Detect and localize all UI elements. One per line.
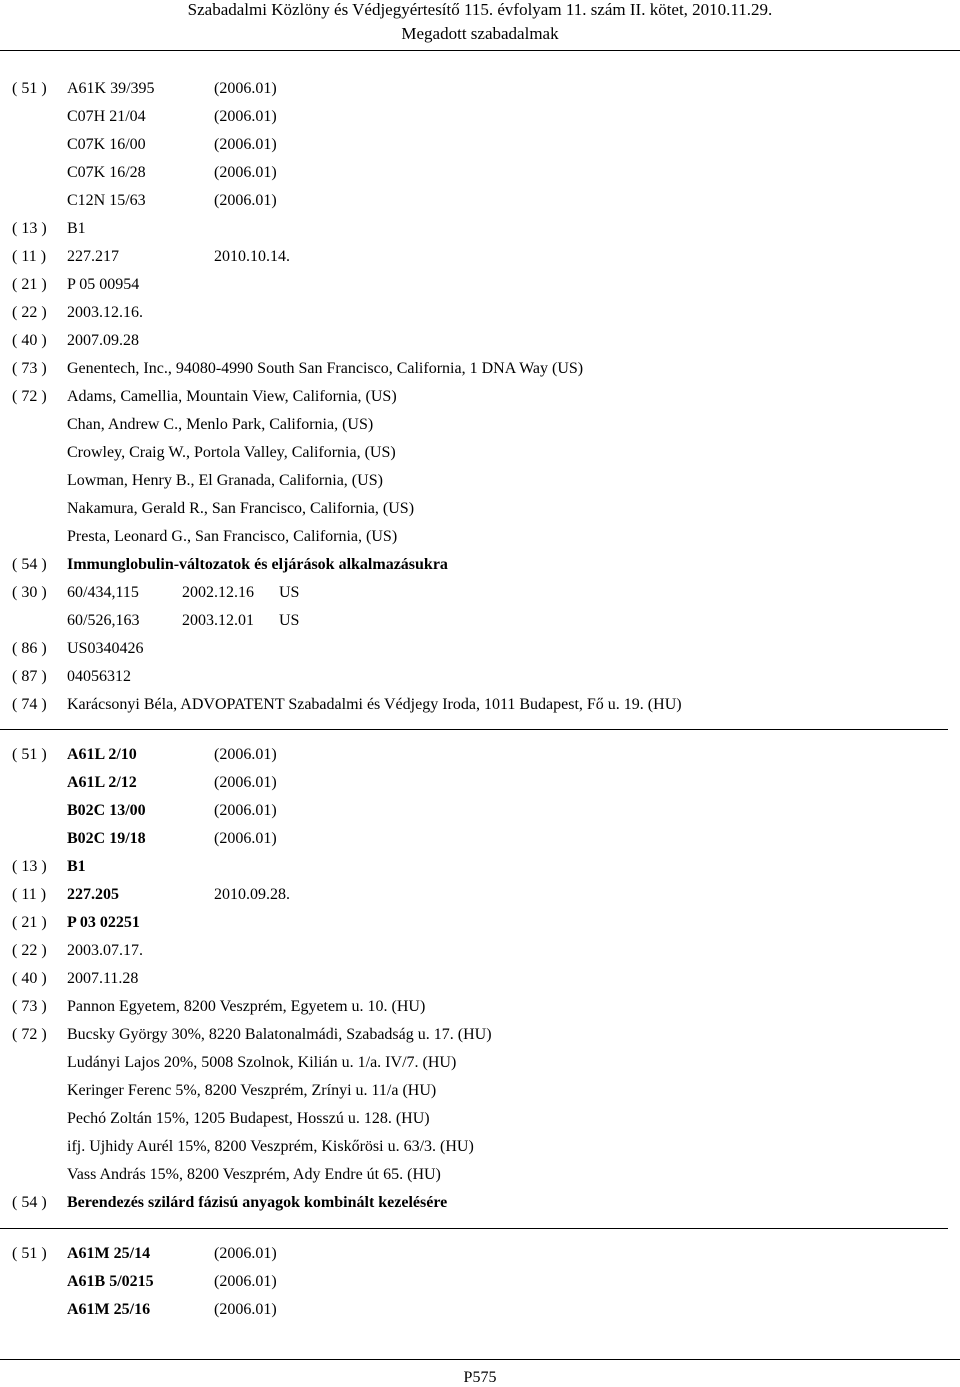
ipc-class: C07K 16/28 [67, 164, 146, 181]
grant-date: 2010.09.28. [214, 886, 290, 903]
publication-date: 2007.11.28 [67, 970, 139, 987]
kind-code: B1 [67, 220, 86, 237]
priority-country: US [279, 612, 300, 629]
pct-publication: 04056312 [67, 668, 131, 685]
inventor-row [0, 388, 960, 416]
pct-application: US0340426 [67, 640, 144, 657]
priority-row [0, 612, 960, 640]
ipc-version: (2006.01) [214, 1273, 277, 1290]
owner: Genentech, Inc., 94080-4990 South San Francisco, California, 1 DNA Way (US) [67, 360, 584, 377]
priority-country: US [279, 584, 300, 601]
ipc-row [0, 830, 960, 858]
ipc-row [0, 80, 960, 108]
inid-code: ( 87 ) [12, 668, 47, 685]
inid-code: ( 22 ) [12, 304, 47, 321]
ipc-class: A61L 2/10 [67, 746, 137, 763]
publication-date: 2007.09.28 [67, 332, 139, 349]
inid-code: ( 74 ) [12, 696, 47, 713]
ipc-class: C07H 21/04 [67, 108, 146, 125]
ipc-class: B02C 19/18 [67, 830, 146, 847]
kind-code: B1 [67, 858, 86, 875]
ipc-version: (2006.01) [214, 830, 277, 847]
patent-entry-1 [0, 80, 960, 724]
ipc-class: C07K 16/00 [67, 136, 146, 153]
inventor-row [0, 1138, 960, 1166]
application-row [0, 276, 960, 304]
ipc-class: B02C 13/00 [67, 802, 146, 819]
ipc-version: (2006.01) [214, 1301, 277, 1318]
ipc-row [0, 1273, 960, 1301]
kind-row [0, 220, 960, 248]
inid-code: ( 11 ) [12, 886, 47, 903]
ipc-row [0, 1245, 960, 1273]
priority-row [0, 584, 960, 612]
ipc-row [0, 108, 960, 136]
inid-code: ( 40 ) [12, 970, 47, 987]
inid-code: ( 51 ) [12, 80, 47, 97]
inventor: Adams, Camellia, Mountain View, California, (US) [67, 388, 397, 405]
inid-code: ( 73 ) [12, 360, 47, 377]
patent-number-row [0, 248, 960, 276]
ipc-version: (2006.01) [214, 746, 277, 763]
pct-publication-row [0, 668, 960, 696]
ipc-version: (2006.01) [214, 1245, 277, 1262]
ipc-class: A61L 2/12 [67, 774, 137, 791]
patent-entry-2 [0, 746, 960, 1222]
inventor: Pechó Zoltán 15%, 1205 Budapest, Hosszú u. 128. (HU) [67, 1110, 430, 1127]
kind-row [0, 858, 960, 886]
inventor-row [0, 500, 960, 528]
inventor: Bucsky György 30%, 8220 Balatonalmádi, Szabadság u. 17. (HU) [67, 1026, 492, 1043]
inventor: ifj. Ujhidy Aurél 15%, 8200 Veszprém, Kiskőrösi u. 63/3. (HU) [67, 1138, 474, 1155]
patent-entry-3 [0, 1245, 960, 1329]
inid-code: ( 13 ) [12, 220, 47, 237]
application-number: P 03 02251 [67, 914, 140, 931]
title-row [0, 1194, 960, 1222]
patent-number-row [0, 886, 960, 914]
ipc-class: A61K 39/395 [67, 80, 155, 97]
inventor-row [0, 528, 960, 556]
patent-number: 227.205 [67, 886, 119, 903]
pct-application-row [0, 640, 960, 668]
inventor: Chan, Andrew C., Menlo Park, California, (US) [67, 416, 374, 433]
inid-code: ( 86 ) [12, 640, 47, 657]
owner: Pannon Egyetem, 8200 Veszprém, Egyetem u. 10. (HU) [67, 998, 426, 1015]
priority-date: 2002.12.16 [182, 584, 254, 601]
ipc-version: (2006.01) [214, 108, 277, 125]
entry-divider [0, 729, 948, 730]
ipc-version: (2006.01) [214, 164, 277, 181]
header-rule [0, 50, 960, 51]
ipc-version: (2006.01) [214, 192, 277, 209]
ipc-class: A61M 25/14 [67, 1245, 151, 1262]
publication-row [0, 332, 960, 360]
ipc-version: (2006.01) [214, 136, 277, 153]
priority-date: 2003.12.01 [182, 612, 254, 629]
priority-number: 60/434,115 [67, 584, 139, 601]
owner-row [0, 360, 960, 388]
priority-number: 60/526,163 [67, 612, 140, 629]
ipc-row [0, 774, 960, 802]
inventor: Lowman, Henry B., El Granada, California, (US) [67, 472, 383, 489]
section-title: Megadott szabadalmak [401, 24, 559, 43]
inventor: Vass András 15%, 8200 Veszprém, Ady Endre út 65. (HU) [67, 1166, 441, 1183]
ipc-row [0, 136, 960, 164]
inventor-row [0, 1110, 960, 1138]
inventor: Presta, Leonard G., San Francisco, California, (US) [67, 528, 398, 545]
inventor-row [0, 416, 960, 444]
inventor: Nakamura, Gerald R., San Francisco, California, (US) [67, 500, 415, 517]
inid-code: ( 51 ) [12, 1245, 47, 1262]
application-row [0, 914, 960, 942]
ipc-version: (2006.01) [214, 774, 277, 791]
inid-code: ( 22 ) [12, 942, 47, 959]
inid-code: ( 73 ) [12, 998, 47, 1015]
patent-title: Immunglobulin-változatok és eljárások alkalmazásukra [67, 556, 448, 573]
inventor-row [0, 444, 960, 472]
inid-code: ( 21 ) [12, 276, 47, 293]
title-row [0, 556, 960, 584]
grant-date: 2010.10.14. [214, 248, 290, 265]
filing-row [0, 942, 960, 970]
application-number: P 05 00954 [67, 276, 140, 293]
inid-code: ( 30 ) [12, 584, 47, 601]
inventor: Keringer Ferenc 5%, 8200 Veszprém, Zrínyi u. 11/a (HU) [67, 1082, 437, 1099]
patent-number: 227.217 [67, 248, 119, 265]
inventor: Ludányi Lajos 20%, 5008 Szolnok, Kilián u. 1/a. IV/7. (HU) [67, 1054, 457, 1071]
agent: Karácsonyi Béla, ADVOPATENT Szabadalmi és Védjegy Iroda, 1011 Budapest, Fő u. 19. (HU) [67, 696, 682, 713]
patent-title: Berendezés szilárd fázisú anyagok kombinált kezelésére [67, 1194, 448, 1211]
inid-code: ( 72 ) [12, 388, 47, 405]
filing-date: 2003.07.17. [67, 942, 143, 959]
filing-date: 2003.12.16. [67, 304, 143, 321]
ipc-row [0, 1301, 960, 1329]
inid-code: ( 13 ) [12, 858, 47, 875]
ipc-row [0, 192, 960, 220]
ipc-version: (2006.01) [214, 802, 277, 819]
ipc-version: (2006.01) [214, 80, 277, 97]
ipc-class: A61B 5/0215 [67, 1273, 154, 1290]
inid-code: ( 51 ) [12, 746, 47, 763]
inid-code: ( 54 ) [12, 1194, 47, 1211]
inventor-row [0, 472, 960, 500]
inid-code: ( 21 ) [12, 914, 47, 931]
inid-code: ( 11 ) [12, 248, 47, 265]
ipc-row [0, 802, 960, 830]
ipc-row [0, 746, 960, 774]
inid-code: ( 40 ) [12, 332, 47, 349]
inid-code: ( 72 ) [12, 1026, 47, 1043]
journal-header: Szabadalmi Közlöny és Védjegyértesítő 115. évfolyam 11. szám II. kötet, 2010.11.29. [187, 0, 773, 19]
agent-row [0, 696, 960, 724]
ipc-class: C12N 15/63 [67, 192, 146, 209]
inventor-row [0, 1166, 960, 1194]
filing-row [0, 304, 960, 332]
inventor-row [0, 1082, 960, 1110]
owner-row [0, 998, 960, 1026]
ipc-class: A61M 25/16 [67, 1301, 151, 1318]
entry-divider [0, 1228, 948, 1229]
inventor-row [0, 1054, 960, 1082]
ipc-row [0, 164, 960, 192]
inid-code: ( 54 ) [12, 556, 47, 573]
inventor: Crowley, Craig W., Portola Valley, California, (US) [67, 444, 396, 461]
footer-rule [0, 1359, 960, 1360]
page-number: P575 [463, 1369, 497, 1386]
publication-row [0, 970, 960, 998]
inventor-row [0, 1026, 960, 1054]
